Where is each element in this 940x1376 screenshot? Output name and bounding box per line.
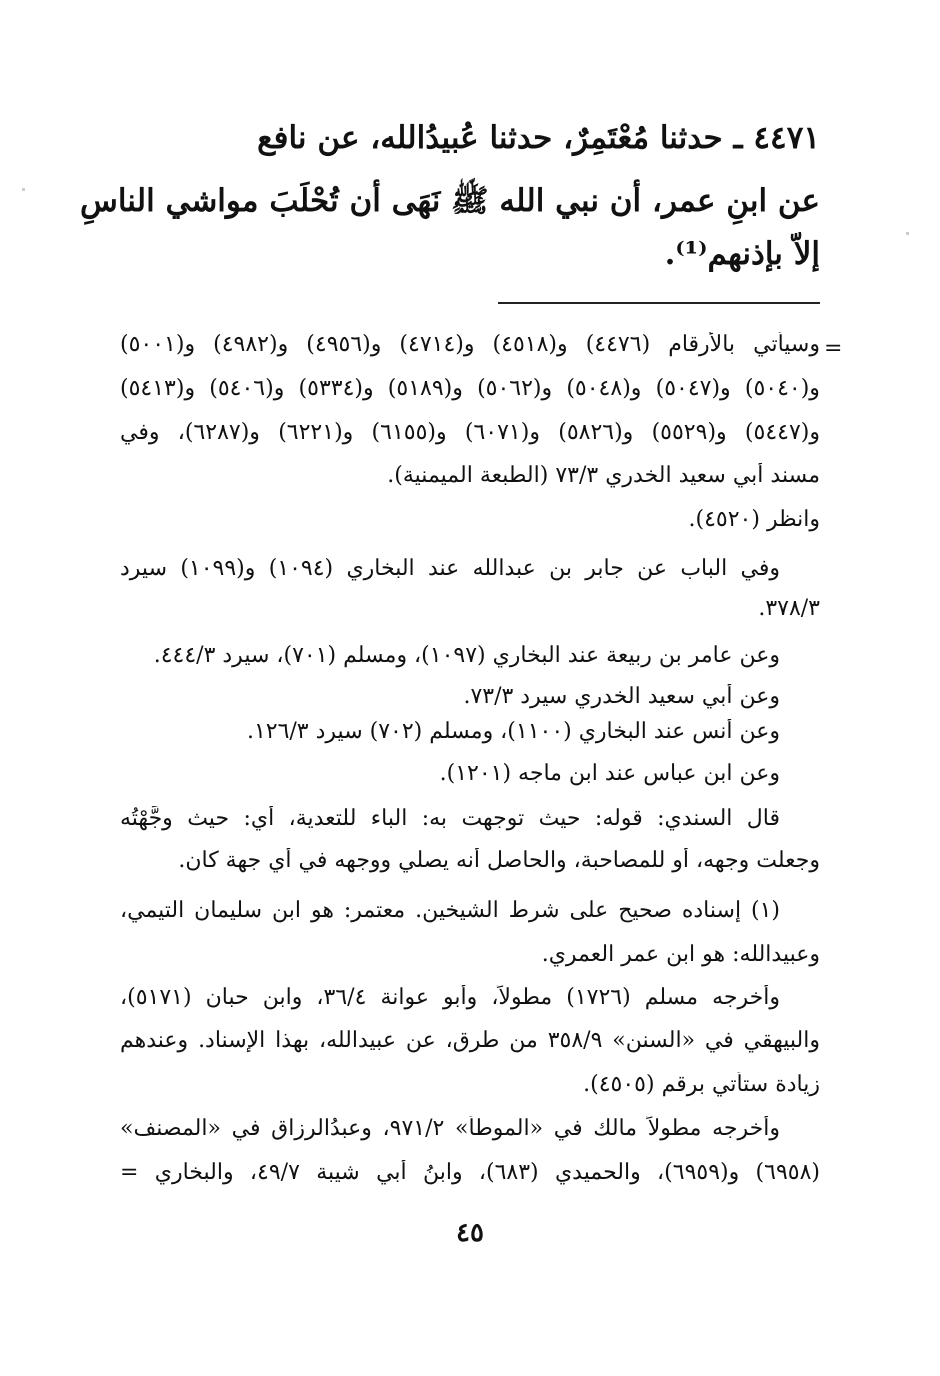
hadith-line-3: إلاّ بإذنهم⁽¹⁾.	[664, 236, 820, 272]
footnote-line: (٦٩٥٨) و(٦٩٥٩)، والحميدي (٦٨٣)، وابنُ أبي شيبة ٤٩/٧، والبخاري =	[120, 1160, 820, 1185]
footnote-line: وانظر (٤٥٢٠).	[688, 507, 820, 532]
page-number: ٤٥	[456, 1218, 484, 1248]
footnote-line: ٣٧٨/٣.	[758, 596, 820, 621]
footnote-line: وعن عامر بن ربيعة عند البخاري (١٠٩٧)، ومسلم (٧٠١)، سيرد ٤٤٤/٣.	[153, 643, 780, 668]
hadith-line-2: عن ابنِ عمر، أن نبي الله ﷺ نَهَى أن تُحْلَبَ مواشي الناسِ	[80, 183, 820, 219]
footnote-line: وعن أنس عند البخاري (١١٠٠)، ومسلم (٧٠٢) سيرد ١٢٦/٣.	[246, 719, 780, 744]
scan-speck	[22, 188, 25, 191]
footnote-line: (١) إسناده صحيح على شرط الشيخين. معتمر: هو ابن سليمان التيمي،	[120, 898, 780, 923]
footnote-divider	[498, 302, 820, 304]
footnote-line: وجعلت وجهه، أو للمصاحبة، والحاصل أنه يصلي ووجهه في أي جهة كان.	[178, 848, 820, 873]
footnote-line: وأخرجه مسلم (١٧٢٦) مطولاً، وأبو عوانة ٣٦/٤، وابن حبان (٥١٧١)،	[120, 985, 780, 1010]
footnote-line: وعن أبي سعيد الخدري سيرد ٧٣/٣.	[463, 684, 780, 709]
footnote-line: زيادة ستأتي برقم (٤٥٠٥).	[583, 1072, 820, 1097]
footnote-line: والبيهقي في «السنن» ٣٥٨/٩ من طرق، عن عبيدالله، بهذا الإسناد. وعندهم	[120, 1028, 820, 1053]
continuation-mark-top: =	[824, 336, 843, 361]
footnote-line: قال السندي: قوله: حيث توجهت به: الباء للتعدية، أي: حيث وجَّهْتُه	[120, 806, 780, 831]
footnote-line: وفي الباب عن جابر بن عبدالله عند البخاري (١٠٩٤) و(١٠٩٩) سيرد	[120, 556, 780, 581]
footnote-line: وسيأتي بالأرقام (٤٤٧٦) و(٤٥١٨) و(٤٧١٤) و(٤٩٥٦) و(٤٩٨٢) و(٥٠٠١)	[120, 332, 820, 357]
footnote-line: وأخرجه مطولاً مالك في «الموطأ» ٩٧١/٢، وعبدُالرزاق في «المصنف»	[120, 1116, 780, 1141]
footnote-line: و(٥٤٤٧) و(٥٥٢٩) و(٥٨٢٦) و(٦٠٧١) و(٦١٥٥) و(٦٢٢١) و(٦٢٨٧)، وفي	[120, 420, 820, 445]
hadith-line-1: ٤٤٧١ ـ حدثنا مُعْتَمِرٌ، حدثنا عُبيدُالله، عن نافع	[257, 120, 820, 156]
scan-speck	[906, 232, 909, 235]
footnote-line: مسند أبي سعيد الخدري ٧٣/٣ (الطبعة الميمنية).	[387, 463, 820, 488]
footnote-line: و(٥٠٤٠) و(٥٠٤٧) و(٥٠٤٨) و(٥٠٦٢) و(٥١٨٩) و(٥٣٣٤) و(٥٤٠٦) و(٥٤١٣)	[120, 376, 820, 401]
footnote-line: وعبيدالله: هو ابن عمر العمري.	[541, 942, 820, 967]
footnote-line: وعن ابن عباس عند ابن ماجه (١٢٠١).	[439, 761, 780, 786]
